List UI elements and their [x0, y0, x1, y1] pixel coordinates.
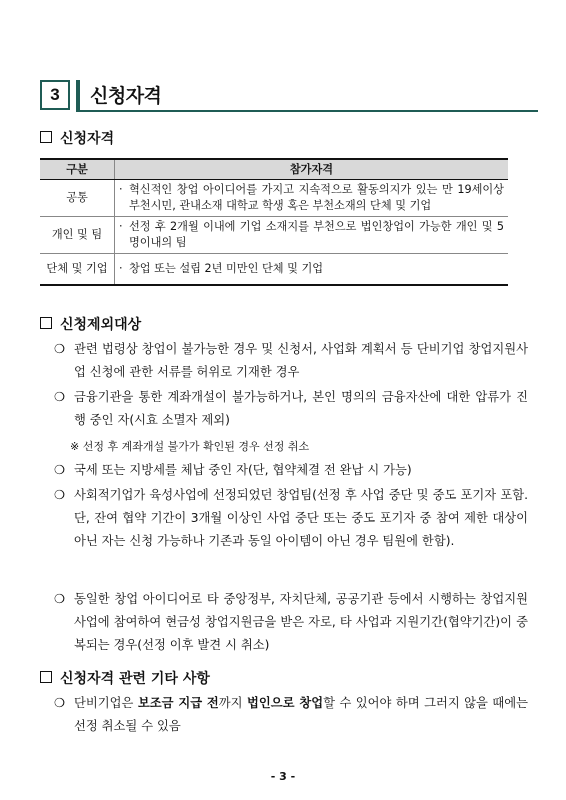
list-item: ❍ 관련 법령상 창업이 불가능한 경우 및 신청서, 사업화 계획서 등 단비기업 창업지원사업 신청에 관한 서류를 허위로 기재한 경우	[54, 338, 528, 384]
row-qualification: 선정 후 2개월 이내에 기업 소재지를 부천으로 법인창업이 가능한 개인 및 5명이내의 팀	[129, 220, 504, 249]
circle-bullet-icon: ❍	[54, 696, 66, 710]
list-item: ❍ 동일한 창업 아이디어로 타 중앙정부, 자치단체, 공공기관 등에서 시행하는 창업지원사업에 참여하여 현금성 창업지원금을 받은 자로, 타 사업과 지원기간(협약기간)이 중복되는 경우(선정 이후 발견 시 취소)	[54, 588, 528, 657]
header-accent-bar	[76, 80, 80, 110]
row-bullet: ·	[119, 262, 123, 275]
row-kind: 공통	[40, 180, 115, 217]
page-title: 신청자격	[90, 85, 162, 107]
table-row	[40, 180, 508, 217]
circle-bullet-icon: ❍	[54, 488, 66, 502]
square-bullet-icon	[40, 317, 52, 329]
circle-bullet-icon: ❍	[54, 342, 66, 356]
section-heading-eligibility: 신청자격	[40, 128, 114, 148]
section-heading-exclusions: 신청제외대상	[40, 314, 141, 334]
table-row	[40, 217, 508, 254]
circle-bullet-icon: ❍	[54, 463, 66, 477]
table-header-row	[40, 159, 508, 180]
square-bullet-icon	[40, 131, 52, 143]
list-item: ❍ 금융기관을 통한 계좌개설이 불가능하거나, 본인 명의의 금융자산에 대한 압류가 진행 중인 자(시효 소멸자 제외)	[54, 386, 528, 432]
square-bullet-icon	[40, 671, 52, 683]
page-number: - 3 -	[270, 770, 296, 783]
emphasis-incorporate: 법인으로 창업	[247, 696, 324, 710]
row-kind: 개인 및 팀	[40, 217, 115, 254]
list-item: ❍ 사회적기업가 육성사업에 선정되었던 창업팀(선정 후 사업 중단 및 중도 포기자 포함. 단, 잔여 협약 기간이 3개월 이상인 사업 중단 또는 중도 포기자 중 참여 제한 대상이 아닌 자는 신청 가능하나 기존과 동일 아이템이 아닌 경우 팀원에 한함).	[54, 484, 528, 553]
list-item: ❍ 국세 또는 지방세를 체납 중인 자(단, 협약체결 전 완납 시 가능)	[54, 459, 528, 482]
header-rule	[76, 110, 538, 112]
section-heading-other: 신청자격 관련 기타 사항	[40, 668, 210, 688]
circle-bullet-icon: ❍	[54, 390, 66, 404]
column-header-qualification: 참가자격	[115, 159, 509, 180]
circle-bullet-icon: ❍	[54, 592, 66, 606]
table-row	[40, 254, 508, 286]
note: ※ 선정 후 계좌개설 불가가 확인된 경우 선정 취소	[70, 440, 310, 453]
list-item: ❍ 단비기업은 보조금 지급 전까지 법인으로 창업할 수 있어야 하며 그러지 않을 때에는 선정 취소될 수 있음	[54, 692, 528, 738]
row-bullet: ·	[119, 183, 123, 196]
row-qualification: 혁신적인 창업 아이디어를 가지고 지속적으로 활동의지가 있는 만 19세이상 부천시민, 관내소재 대학교 학생 혹은 부천소재의 단체 및 기업	[129, 183, 504, 212]
eligibility-table	[40, 158, 508, 286]
section-number: 3	[40, 80, 70, 110]
row-qualification: 창업 또는 설립 2년 미만인 단체 및 기업	[129, 262, 324, 275]
emphasis-subsidy: 보조금 지급 전	[137, 696, 219, 710]
section-header	[40, 80, 500, 112]
row-bullet: ·	[119, 220, 123, 233]
row-kind: 단체 및 기업	[40, 254, 115, 286]
column-header-kind: 구분	[40, 159, 115, 180]
